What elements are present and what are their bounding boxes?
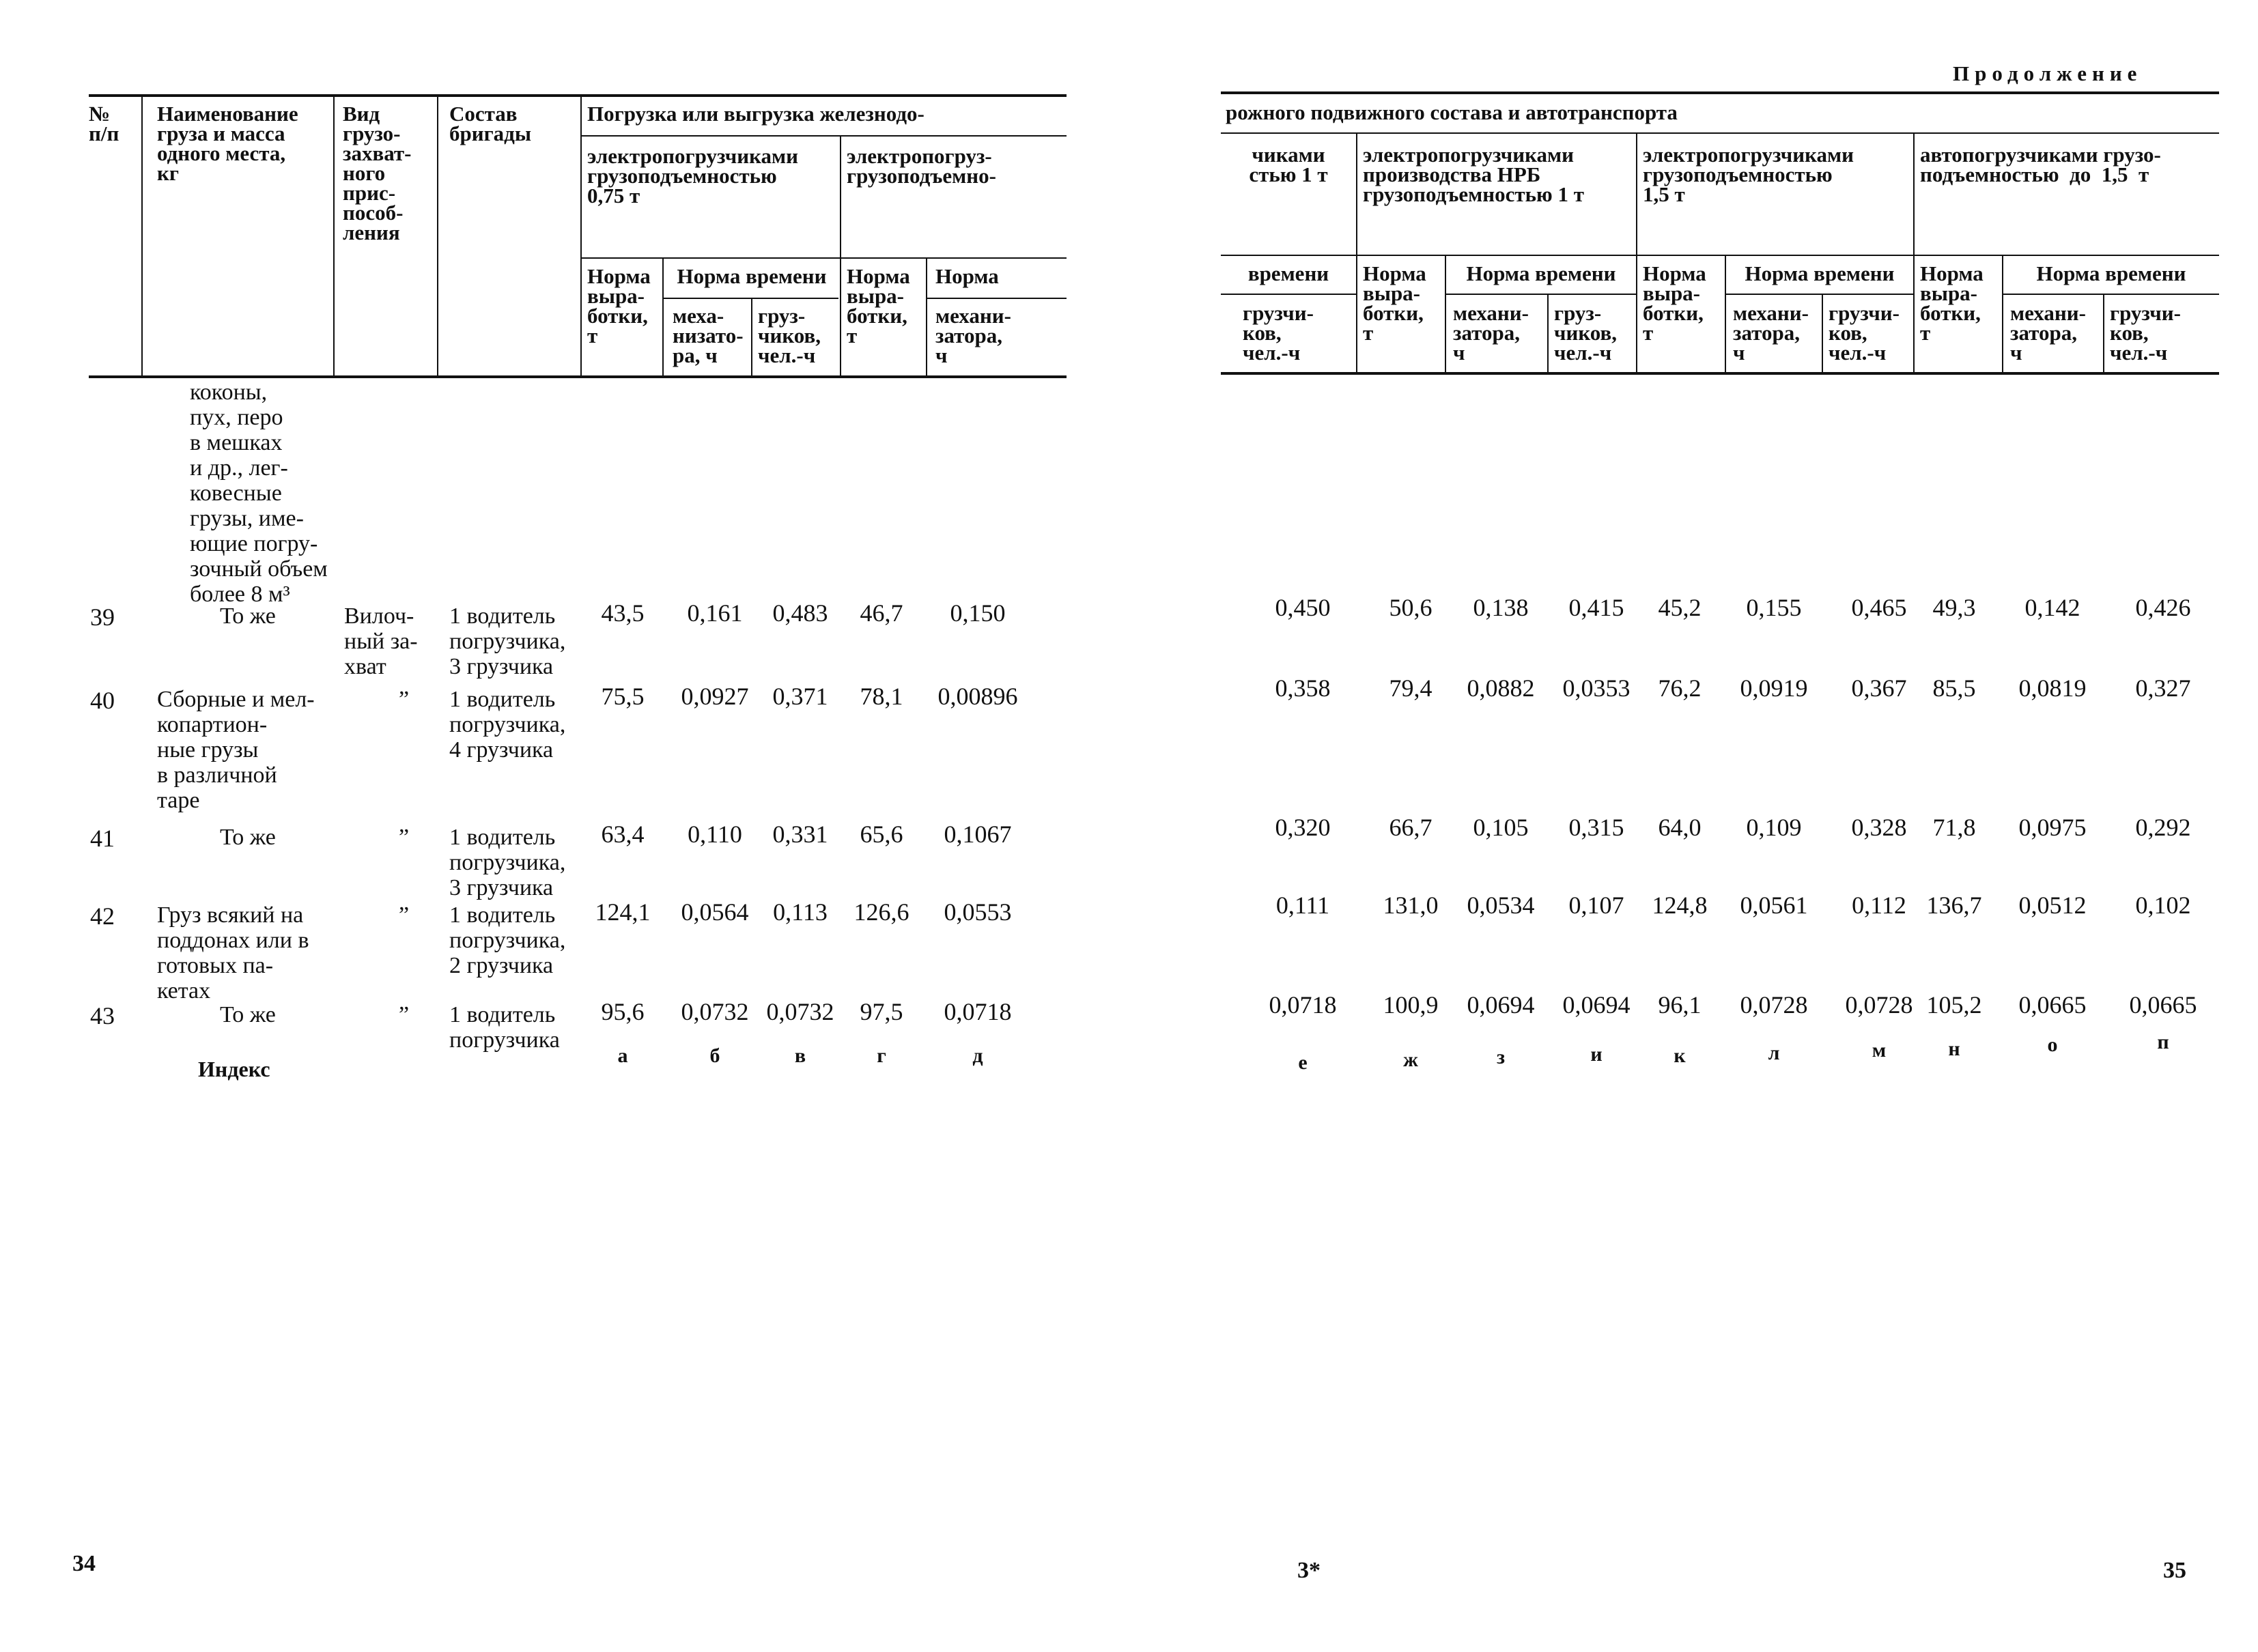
- index-letter: а: [617, 1044, 628, 1067]
- right-sub-rule: [1221, 255, 2219, 256]
- row-value-left: 126,6: [853, 898, 909, 926]
- left-vrule-7: [751, 299, 752, 375]
- header-mech-b: меха- низато- ра, ч: [673, 304, 744, 367]
- row-value-right: 105,2: [1926, 991, 1982, 1019]
- row-value-right: 100,9: [1383, 991, 1439, 1019]
- row-value-right: 0,450: [1275, 594, 1331, 621]
- header-norm-output-k: Норма выра- ботки, т: [1643, 261, 1706, 345]
- index-label: Индекс: [198, 1057, 270, 1081]
- row-value-right: 0,367: [1851, 674, 1907, 702]
- row-value-left: 95,6: [601, 998, 645, 1025]
- row-gripping-device: ”: [399, 1002, 410, 1027]
- header-mech-l: механи- затора, ч: [1733, 301, 1809, 365]
- row-number: 41: [90, 825, 115, 852]
- row-value-left: 0,113: [773, 898, 828, 926]
- row-value-right: 0,155: [1746, 594, 1802, 621]
- index-letter: о: [2047, 1034, 2058, 1056]
- header-loaders-p: грузчи- ков, чел.-ч: [2110, 301, 2181, 365]
- header-loaders-e: грузчи- ков, чел.-ч: [1243, 301, 1314, 365]
- right-vrule-1: [1356, 134, 1357, 372]
- row-cargo-name: То же: [220, 825, 276, 850]
- row-value-right: 0,0728: [1740, 991, 1808, 1019]
- carry-over-cargo-text: коконы, пух, перо в мешках и др., лег- ковесные грузы, име- ющие погру- зочный объем более 8 м³: [190, 380, 328, 607]
- right-top-rule: [1221, 91, 2219, 94]
- left-top-rule: [89, 94, 1067, 97]
- page-signature-mark: 3*: [1297, 1558, 1321, 1583]
- row-value-right: 64,0: [1658, 814, 1702, 841]
- right-time-rule-2: [1445, 294, 1636, 295]
- index-letter: г: [877, 1044, 886, 1067]
- index-letter: к: [1674, 1044, 1686, 1067]
- header-sub-075t: электропогрузчиками грузоподъемностью 0,75 т: [587, 144, 799, 208]
- row-value-left: 0,0732: [681, 998, 749, 1025]
- header-cargo-name: Наименование груза и масса одного места, кг: [157, 102, 298, 185]
- index-letter: м: [1872, 1039, 1887, 1062]
- row-value-left: 0,0564: [681, 898, 749, 926]
- row-value-right: 0,109: [1746, 814, 1802, 841]
- row-crew: 1 водитель погрузчика: [449, 1002, 560, 1053]
- row-value-right: 136,7: [1926, 892, 1982, 919]
- row-value-right: 0,320: [1275, 814, 1331, 841]
- index-letter: д: [972, 1044, 983, 1067]
- row-value-right: 0,415: [1568, 594, 1624, 621]
- row-value-right: 0,0728: [1845, 991, 1913, 1019]
- row-value-left: 0,0927: [681, 683, 749, 710]
- header-norm-output-n: Норма выра- ботки, т: [1920, 261, 1984, 345]
- header-loaders-h: груз- чиков, чел.-ч: [1554, 301, 1618, 365]
- row-number: 42: [90, 902, 115, 930]
- header-mech-e: механи- затора, ч: [935, 304, 1011, 367]
- row-value-right: 0,315: [1568, 814, 1624, 841]
- header-number: № п/п: [89, 102, 119, 145]
- index-letter: л: [1768, 1042, 1780, 1064]
- header-sub-nrb: электропогрузчиками производства НРБ грузоподъемностью 1 т: [1363, 143, 1584, 206]
- row-value-right: 0,327: [2135, 674, 2191, 702]
- row-value-left: 63,4: [601, 821, 645, 848]
- row-value-right: 0,112: [1852, 892, 1906, 919]
- row-value-right: 71,8: [1932, 814, 1976, 841]
- index-letter: ж: [1403, 1049, 1418, 1071]
- row-value-left: 0,0732: [766, 998, 834, 1025]
- row-value-right: 85,5: [1932, 674, 1976, 702]
- page-number-left: 34: [72, 1551, 96, 1576]
- continuation-label: Продолжение: [1953, 61, 2143, 85]
- row-value-right: 0,142: [2024, 594, 2080, 621]
- header-sub-15t-auto: автопогрузчиками грузо- подъемностью до 1,5 т: [1920, 143, 2161, 186]
- left-time-rule-1: [662, 298, 838, 299]
- row-value-left: 0,331: [772, 821, 828, 848]
- left-sub-rule: [580, 257, 1067, 259]
- header-sub-15t-electric: электропогрузчиками грузоподъемностью 1,5 т: [1643, 143, 1854, 206]
- left-vrule-4: [580, 96, 582, 375]
- left-vrule-1: [141, 96, 143, 375]
- header-crew: Состав бригады: [449, 102, 532, 145]
- row-value-right: 0,138: [1473, 594, 1529, 621]
- left-time-rule-2: [927, 298, 1067, 299]
- right-time-rule-1: [1221, 294, 1356, 295]
- row-value-left: 0,150: [950, 599, 1006, 627]
- row-gripping-device: ”: [399, 825, 410, 850]
- header-norm-time-n: Норма времени: [2036, 261, 2186, 285]
- row-value-right: 0,465: [1851, 594, 1907, 621]
- page-number-right: 35: [2163, 1558, 2186, 1583]
- header-loading-group-left: Погрузка или выгрузка железнодо-: [587, 102, 925, 126]
- row-value-right: 0,0534: [1467, 892, 1535, 919]
- row-value-right: 0,426: [2135, 594, 2191, 621]
- row-cargo-name: То же: [220, 603, 276, 629]
- row-value-right: 0,0718: [1269, 991, 1337, 1019]
- right-time-rule-3: [1725, 294, 1913, 295]
- left-group-rule: [580, 135, 1067, 137]
- index-letter: б: [709, 1044, 720, 1067]
- index-letter: п: [2157, 1031, 2169, 1053]
- left-header-bottom-rule: [89, 375, 1067, 378]
- header-norm-e: Норма: [935, 264, 999, 288]
- index-letter: е: [1298, 1051, 1308, 1074]
- right-time-rule-4: [2002, 294, 2219, 295]
- header-sub-1t-cont: чиками стью 1 т: [1249, 143, 1328, 186]
- right-group-rule: [1221, 132, 2219, 134]
- row-value-right: 0,0665: [2018, 991, 2087, 1019]
- row-value-left: 46,7: [860, 599, 903, 627]
- row-value-right: 0,292: [2135, 814, 2191, 841]
- left-vrule-8: [926, 259, 927, 375]
- row-value-right: 0,0694: [1467, 991, 1535, 1019]
- header-norm-output-d: Норма выра- ботки, т: [847, 264, 910, 347]
- row-gripping-device: ”: [399, 687, 410, 712]
- row-crew: 1 водитель погрузчика, 3 грузчика: [449, 825, 566, 900]
- index-letter: н: [1948, 1038, 1960, 1060]
- row-value-left: 43,5: [601, 599, 645, 627]
- row-value-right: 0,105: [1473, 814, 1529, 841]
- row-value-left: 65,6: [860, 821, 903, 848]
- header-norm-time-k: Норма времени: [1745, 261, 1895, 285]
- header-loaders-c: груз- чиков, чел.-ч: [758, 304, 821, 367]
- row-value-right: 0,111: [1275, 892, 1330, 919]
- row-value-left: 0,110: [688, 821, 742, 848]
- header-norm-time-f: Норма времени: [1466, 261, 1616, 285]
- row-value-left: 0,00896: [937, 683, 1018, 710]
- row-gripping-device: Вилоч- ный за- хват: [344, 603, 418, 679]
- header-norm-output-f: Норма выра- ботки, т: [1363, 261, 1426, 345]
- row-value-right: 0,328: [1851, 814, 1907, 841]
- row-value-right: 0,0975: [2018, 814, 2087, 841]
- left-vrule-2: [333, 96, 335, 375]
- header-sub-next-left: электропогруз- грузоподъемно-: [847, 144, 996, 188]
- row-value-right: 50,6: [1389, 594, 1433, 621]
- row-value-right: 0,0819: [2018, 674, 2087, 702]
- index-letter: в: [794, 1044, 806, 1067]
- row-value-right: 96,1: [1658, 991, 1702, 1019]
- row-gripping-device: ”: [399, 902, 410, 928]
- row-value-right: 76,2: [1658, 674, 1702, 702]
- row-cargo-name: Груз всякий на поддонах или в готовых па- кетах: [157, 902, 309, 1003]
- row-value-right: 0,0561: [1740, 892, 1808, 919]
- row-crew: 1 водитель погрузчика, 4 грузчика: [449, 687, 566, 763]
- header-norm-output-a: Норма выра- ботки, т: [587, 264, 651, 347]
- header-gripping-device: Вид грузо- захват- ного прис- пособ- ления: [343, 102, 412, 244]
- index-letter: з: [1496, 1046, 1506, 1068]
- header-mech-g: механи- затора, ч: [1453, 301, 1529, 365]
- row-value-left: 0,0718: [944, 998, 1012, 1025]
- row-value-right: 0,0694: [1562, 991, 1631, 1019]
- row-value-right: 0,0882: [1467, 674, 1535, 702]
- row-value-right: 0,0353: [1562, 674, 1631, 702]
- row-value-right: 0,0512: [2018, 892, 2087, 919]
- row-value-left: 78,1: [860, 683, 903, 710]
- row-value-left: 0,161: [687, 599, 743, 627]
- right-vrule-5: [1547, 295, 1549, 372]
- right-vrule-9: [2103, 295, 2104, 372]
- row-value-right: 0,102: [2135, 892, 2191, 919]
- right-vrule-7: [1822, 295, 1823, 372]
- index-letter: и: [1590, 1043, 1603, 1066]
- row-value-right: 131,0: [1383, 892, 1439, 919]
- row-value-left: 75,5: [601, 683, 645, 710]
- row-value-left: 0,1067: [944, 821, 1012, 848]
- left-vrule-3: [437, 96, 438, 375]
- row-number: 40: [90, 687, 115, 714]
- row-number: 43: [90, 1002, 115, 1029]
- row-value-right: 0,0665: [2129, 991, 2197, 1019]
- right-vrule-3: [1913, 134, 1915, 372]
- header-time-cont: времени: [1247, 261, 1329, 285]
- header-mech-o: механи- затора, ч: [2010, 301, 2086, 365]
- header-loading-group-right: рожного подвижного состава и автотранспорта: [1226, 100, 1678, 124]
- row-value-right: 49,3: [1932, 594, 1976, 621]
- row-value-right: 0,0919: [1740, 674, 1808, 702]
- row-cargo-name: То же: [220, 1002, 276, 1027]
- row-value-right: 66,7: [1389, 814, 1433, 841]
- row-cargo-name: Сборные и мел- копартион- ные грузы в различной таре: [157, 687, 315, 813]
- row-crew: 1 водитель погрузчика, 3 грузчика: [449, 603, 566, 679]
- right-vrule-2: [1636, 134, 1637, 372]
- header-loaders-m: грузчи- ков, чел.-ч: [1829, 301, 1900, 365]
- row-value-right: 79,4: [1389, 674, 1433, 702]
- row-value-left: 0,483: [772, 599, 828, 627]
- row-value-left: 0,0553: [944, 898, 1012, 926]
- header-norm-time-a: Норма времени: [677, 264, 827, 288]
- row-crew: 1 водитель погрузчика, 2 грузчика: [449, 902, 566, 978]
- left-vrule-5: [840, 137, 841, 375]
- row-value-left: 97,5: [860, 998, 903, 1025]
- row-value-right: 0,107: [1568, 892, 1624, 919]
- row-value-left: 0,371: [772, 683, 828, 710]
- right-header-bottom-rule: [1221, 372, 2219, 375]
- row-value-right: 0,358: [1275, 674, 1331, 702]
- row-value-right: 124,8: [1652, 892, 1708, 919]
- row-value-right: 45,2: [1658, 594, 1702, 621]
- row-number: 39: [90, 603, 115, 631]
- row-value-left: 124,1: [595, 898, 651, 926]
